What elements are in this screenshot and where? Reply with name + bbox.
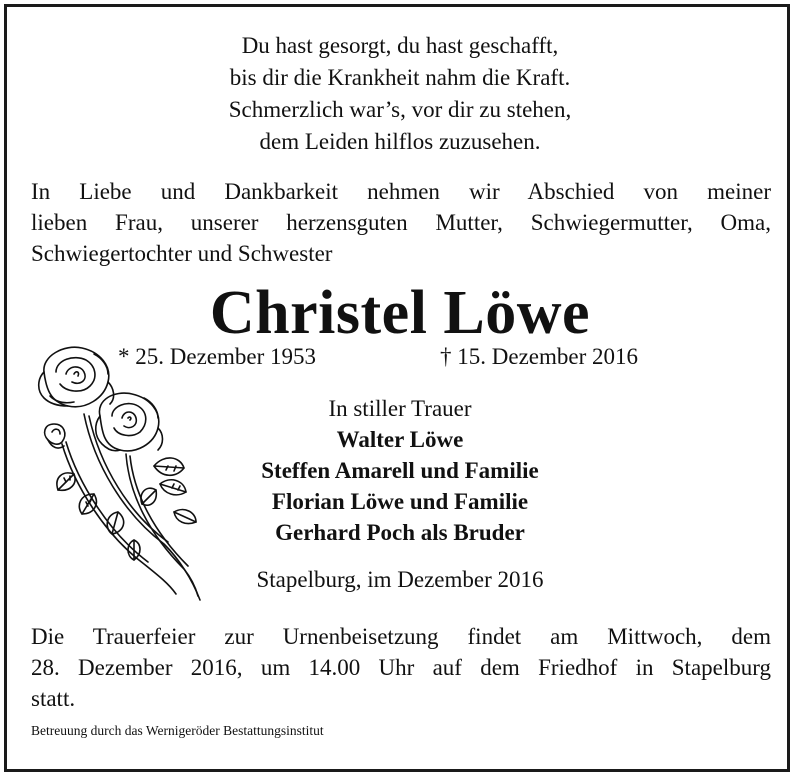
intro-line: Schwiegertochter und Schwester [31, 241, 333, 266]
death-date: † 15. Dezember 2016 [440, 344, 638, 369]
intro-paragraph [31, 176, 771, 269]
mourner-name: Walter Löwe [336, 427, 464, 452]
mourners-block [200, 393, 600, 548]
mourner-name: Steffen Amarell und Familie [261, 458, 539, 483]
ceremony-line: statt. [31, 686, 76, 711]
intro-line: In Liebe und Dankbarkeit nehmen wir Abschied von meiner [31, 179, 771, 204]
birth-date: * 25. Dezember 1953 [118, 344, 316, 369]
poem [0, 30, 800, 158]
intro-line: lieben Frau, unserer herzensguten Mutter, Schwiegermutter, Oma, [31, 210, 771, 235]
ceremony-line: 28. Dezember 2016, um 14.00 Uhr auf dem Friedhof in Stapelburg [31, 655, 771, 680]
deceased-name: Christel Löwe [209, 279, 591, 347]
mourner-name: Florian Löwe und Familie [271, 489, 529, 514]
poem-line: Schmerzlich war’s, vor dir zu stehen, [228, 97, 572, 122]
ceremony-paragraph [31, 621, 771, 714]
poem-line: bis dir die Krankheit nahm die Kraft. [229, 65, 571, 90]
ceremony-line: Die Trauerfeier zur Urnenbeisetzung findet am Mittwoch, dem [31, 624, 771, 649]
place-date: Stapelburg, im Dezember 2016 [256, 567, 544, 592]
mourner-name: Gerhard Poch als Bruder [275, 520, 525, 545]
poem-line: Du hast gesorgt, du hast geschafft, [241, 33, 559, 58]
footer-note: Betreuung durch das Wernigeröder Bestattungsinstitut [31, 723, 324, 738]
mourning-heading: In stiller Trauer [328, 396, 472, 421]
roses-illustration-icon [34, 344, 206, 606]
poem-line: dem Leiden hilflos zuzusehen. [259, 129, 541, 154]
